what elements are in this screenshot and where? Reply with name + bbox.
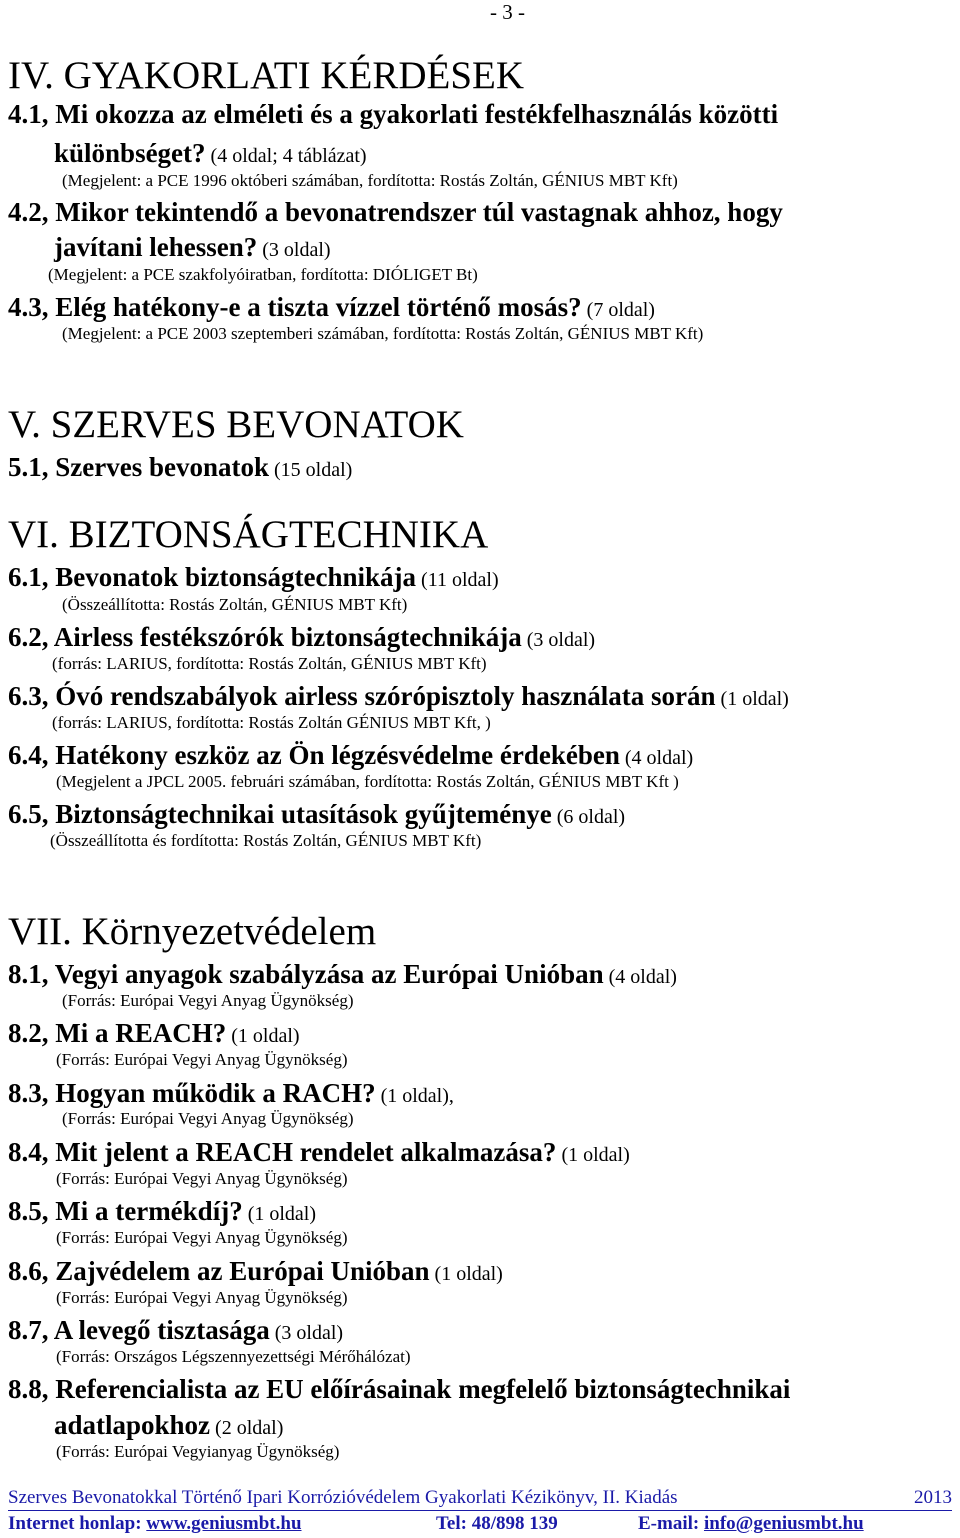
question-8-6: 8.6, Zajvédelem az Európai Unióban (1 oldal) (8, 1256, 503, 1286)
source-8-1: (Forrás: Európai Vegyi Anyag Ügynökség) (62, 991, 354, 1010)
source-6-1: (Összeállította: Rostás Zoltán, GÉNIUS MBT Kft) (62, 595, 408, 614)
question-6-1: 6.1, Bevonatok biztonságtechnikája (11 oldal) (8, 562, 499, 592)
page-count: (7 oldal) (581, 299, 655, 321)
source-8-8: (Forrás: Európai Vegyianyag Ügynökség) (56, 1442, 340, 1461)
source-4-2: (Megjelent: a PCE szakfolyóiratban, fordította: DIÓLIGET Bt) (48, 265, 478, 284)
question-8-8-line2: adatlapokhoz (2 oldal) (54, 1410, 284, 1440)
page-count: (11 oldal) (416, 569, 499, 591)
page-count: (2 oldal) (210, 1417, 284, 1439)
footer-email-wrap (638, 1512, 864, 1536)
footer-web-link[interactable]: www.geniusmbt.hu (146, 1513, 302, 1534)
source-6-3: (forrás: LARIUS, fordította: Rostás Zoltán GÉNIUS MBT Kft, ) (52, 713, 491, 732)
question-6-3: 6.3, Óvó rendszabályok airless szórópisztoly használata során (1 oldal) (8, 681, 789, 711)
section-title-vii: VII. Környezetvédelem (8, 910, 377, 953)
source-4-1: (Megjelent: a PCE 1996 októberi számában, fordította: Rostás Zoltán, GÉNIUS MBT Kft) (62, 171, 678, 190)
source-8-2: (Forrás: Európai Vegyi Anyag Ügynökség) (56, 1050, 348, 1069)
page-count: (3 oldal) (521, 629, 596, 651)
footer-year: 2013 (914, 1487, 952, 1508)
page-count: (15 oldal) (268, 459, 353, 481)
source-8-5: (Forrás: Európai Vegyi Anyag Ügynökség) (56, 1228, 348, 1247)
footer-book-title: Szerves Bevonatokkal Történő Ipari Korrózióvédelem Gyakorlati Kézikönyv, II. Kiadás (8, 1487, 678, 1508)
question-8-3: 8.3, Hogyan működik a RACH? (1 oldal), (8, 1078, 454, 1108)
section-title-iv: IV. GYAKORLATI KÉRDÉSEK (8, 54, 525, 97)
question-8-5: 8.5, Mi a termékdíj? (1 oldal) (8, 1196, 317, 1226)
page-count: (4 oldal) (619, 747, 694, 769)
question-8-1: 8.1, Vegyi anyagok szabályzása az Európai Unióban (4 oldal) (8, 959, 677, 989)
source-8-7: (Forrás: Országos Légszennyezettségi Mérőhálózat) (56, 1347, 411, 1366)
source-6-5: (Összeállította és fordította: Rostás Zoltán, GÉNIUS MBT Kft) (50, 831, 482, 850)
source-6-2: (forrás: LARIUS, fordította: Rostás Zoltán, GÉNIUS MBT Kft) (52, 654, 487, 673)
question-8-2: 8.2, Mi a REACH? (1 oldal) (8, 1018, 300, 1048)
question-4-1-line2: különbséget? (4 oldal; 4 táblázat) (54, 138, 367, 168)
question-8-8-line1: 8.8, Referencialista az EU előírásainak megfelelő biztonságtechnikai (8, 1374, 791, 1404)
question-8-7: 8.7, A levegő tisztasága (3 oldal) (8, 1315, 344, 1345)
question-4-3: 4.3, Elég hatékony-e a tiszta vízzel történő mosás? (7 oldal) (8, 292, 655, 322)
footer-tel: Tel: 48/898 139 (436, 1513, 558, 1534)
section-title-v: V. SZERVES BEVONATOK (8, 403, 464, 446)
question-6-4: 6.4, Hatékony eszköz az Ön légzésvédelme érdekében (4 oldal) (8, 740, 694, 770)
footer-contact-line (8, 1512, 952, 1536)
footer-web-label: Internet honlap: (8, 1513, 147, 1534)
source-8-6: (Forrás: Európai Vegyi Anyag Ügynökség) (56, 1288, 348, 1307)
source-4-3: (Megjelent: a PCE 2003 szeptemberi számában, fordította: Rostás Zoltán, GÉNIUS MBT Kft) (62, 324, 704, 343)
section-title-vi: VI. BIZTONSÁGTECHNIKA (8, 513, 489, 556)
page-count: (1 oldal) (556, 1144, 630, 1166)
page-number: - 3 - (490, 0, 525, 24)
question-5-1: 5.1, Szerves bevonatok (15 oldal) (8, 452, 353, 482)
question-8-4: 8.4, Mit jelent a REACH rendelet alkalmazása? (1 oldal) (8, 1137, 630, 1167)
page-count: (1 oldal) (429, 1263, 503, 1285)
source-8-3: (Forrás: Európai Vegyi Anyag Ügynökség) (62, 1109, 354, 1128)
footer-book-line (8, 1486, 952, 1511)
question-4-2-line1: 4.2, Mikor tekintendő a bevonatrendszer túl vastagnak ahhoz, hogy (8, 197, 783, 227)
question-6-5: 6.5, Biztonságtechnikai utasítások gyűjteménye (6 oldal) (8, 799, 626, 829)
page-count: (6 oldal) (551, 806, 626, 828)
source-6-4: (Megjelent a JPCL 2005. februári számában, fordította: Rostás Zoltán, GÉNIUS MBT Kft ) (56, 772, 679, 791)
page-count: (1 oldal) (715, 688, 789, 710)
footer-email-label: E-mail: (638, 1513, 704, 1534)
footer-email-link[interactable]: info@geniusmbt.hu (703, 1513, 864, 1534)
page-count: (3 oldal) (257, 239, 331, 261)
page-count: (3 oldal) (269, 1322, 344, 1344)
question-4-1-line1: 4.1, Mi okozza az elméleti és a gyakorlati festékfelhasználás közötti (8, 99, 779, 129)
page-count: (1 oldal) (242, 1203, 317, 1225)
page-count: (4 oldal) (603, 966, 677, 988)
source-8-4: (Forrás: Európai Vegyi Anyag Ügynökség) (56, 1169, 348, 1188)
page-count: (1 oldal), (375, 1085, 454, 1107)
question-6-2: 6.2, Airless festékszórók biztonságtechnikája (3 oldal) (8, 622, 596, 652)
question-4-2-line2: javítani lehessen? (3 oldal) (54, 232, 331, 262)
page-count: (4 oldal; 4 táblázat) (205, 145, 367, 167)
page-count: (1 oldal) (226, 1025, 300, 1047)
